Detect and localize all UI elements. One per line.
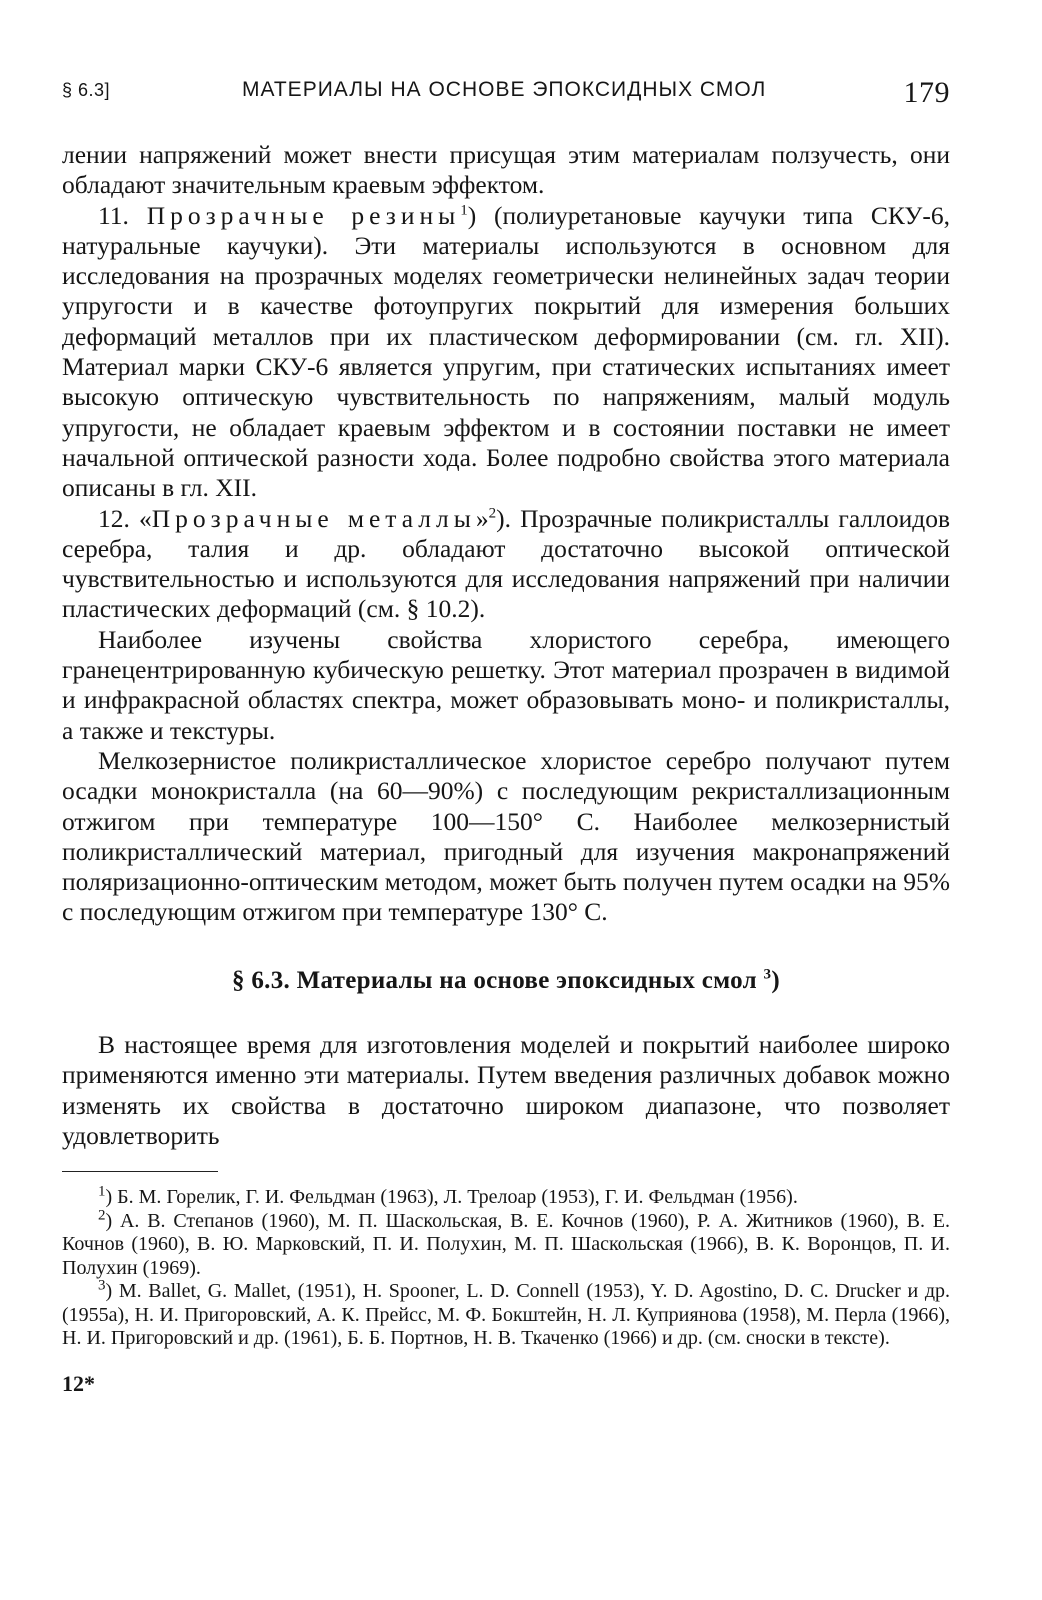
footnote-divider [62,1171,218,1172]
footnote-1 [62,1183,950,1210]
paragraph [62,625,950,746]
paragraph-text: Наиболее изучены свойства хлористого серебра, имеющего гранецентрированную кубическую решетку. Этот материал прозрачен в видимой и инфракрасной областях спектра, может образовывать моно- и поликристаллы, а также и текстуры. [62,624,950,745]
header-title: МАТЕРИАЛЫ НА ОСНОВЕ ЭПОКСИДНЫХ СМОЛ [242,78,767,101]
footnote-3 [62,1277,950,1351]
footnote-ref: 2 [488,505,497,522]
footnote-text: ) M. Ballet, G. Mallet, (1951), H. Spooner, L. D. Connell (1953), Y. D. Agostino, D. C. Drucker и др. (1955а), Н. И. Пригоровский, А. К. Прейсс, М. Ф. Бокштейн, Н. Л. Куприянова (1958), М. Перла (1966), Н. И. Пригоровский и др. (1961), Б. Б. Портнов, Н. В. Ткаченко (1966) и др. (см. сноски в тексте). [62,1280,950,1350]
footnote-mark: 3 [98,1277,106,1294]
main-text [62,140,950,1151]
paragraph-text: Мелкозернистое поликристаллическое хлористое серебро получают путем осадки монокристалла (на 60—90%) с последующим рекристаллизационным отжигом при температуре 100—150° С. Наиболее мелкозернистый поликристаллический материал, пригодный для изучения макронапряжений поляризационно-оптическим методом, может быть получен путем осадки на 95% с последующим отжигом при температуре 130° С. [62,745,950,927]
footnote-ref: 1 [460,202,468,219]
section-intro-paragraph [62,1030,950,1151]
section-heading [62,966,950,996]
running-header [62,66,950,114]
book-page [62,66,950,1397]
footnote-2 [62,1207,950,1281]
footnote-text: ) Б. М. Горелик, Г. И. Фельдман (1963), Л. Трелоар (1953), Г. И. Фельдман (1956). [105,1186,798,1209]
section-heading-close: ) [771,966,780,994]
footnote-mark: 1 [98,1183,106,1200]
header-section-ref: § 6.3] [62,80,111,100]
closing-quote: » [475,503,489,533]
footnotes [62,1183,950,1351]
footnote-mark: 2 [98,1207,106,1224]
printer-signature: 12* [62,1370,95,1396]
paragraph-text: ). Прозрачные поликристаллы галлоидов серебра, талия и др. обладают достаточно высокой оптической чувствительностью и используются для исследования напряжений при наличии пластических деформаций (см. § 10.2). [62,503,950,624]
paragraph-text: лении напряжений может внести присущая этим материалам ползучесть, они обладают значительным краевым эффектом. [62,140,950,200]
item-heading-spaced: Прозрачные металлы [151,503,476,533]
paragraph [62,746,950,928]
footnote-ref: 3 [763,966,772,983]
item-number: 12. « [98,503,152,533]
paragraph-continuation [62,140,950,201]
paragraph-text: В настоящее время для изготовления моделей и покрытий наиболее широко применяются именно эти материалы. Путем введения различных добавок можно изменять их свойства в достаточно широком диапазоне, что позволяет удовлетворить [62,1030,950,1150]
page-number: 179 [903,76,950,109]
item-number: 11. [98,200,147,230]
footnote-text: ) А. В. Степанов (1960), М. П. Шаскольская, В. Е. Кочнов (1960), Р. А. Житников (1960), В. Е. Кочнов (1960), В. Ю. Марковский, П. И. Полухин, М. П. Шаскольская (1966), В. К. Воронцов, П. И. Полухин (1969). [62,1209,950,1279]
paragraph-item-11 [62,201,950,504]
paragraph-item-12 [62,504,950,625]
item-heading-spaced: Прозрачные резины [146,200,461,230]
paragraph-text: ) (полиуретановые каучуки типа СКУ-6, натуральные каучуки). Эти материалы используются в основном для исследования на прозрачных моделях геометрически нелинейных задач теории упругости и в качестве фотоупругих покрытий для измерения больших деформаций металлов при их пластическом деформировании (см. гл. XII). Материал марки СКУ-6 является упругим, при статических испытаниях имеет высокую оптическую чувствительность по напряжениям, малый модуль упругости, не обладает краевым эффектом и в состоянии поставки не имеет начальной оптической разности хода. Более подробно свойства этого материала описаны в гл. XII. [62,200,950,503]
section-heading-text: § 6.3. Материалы на основе эпоксидных смол [232,966,757,994]
